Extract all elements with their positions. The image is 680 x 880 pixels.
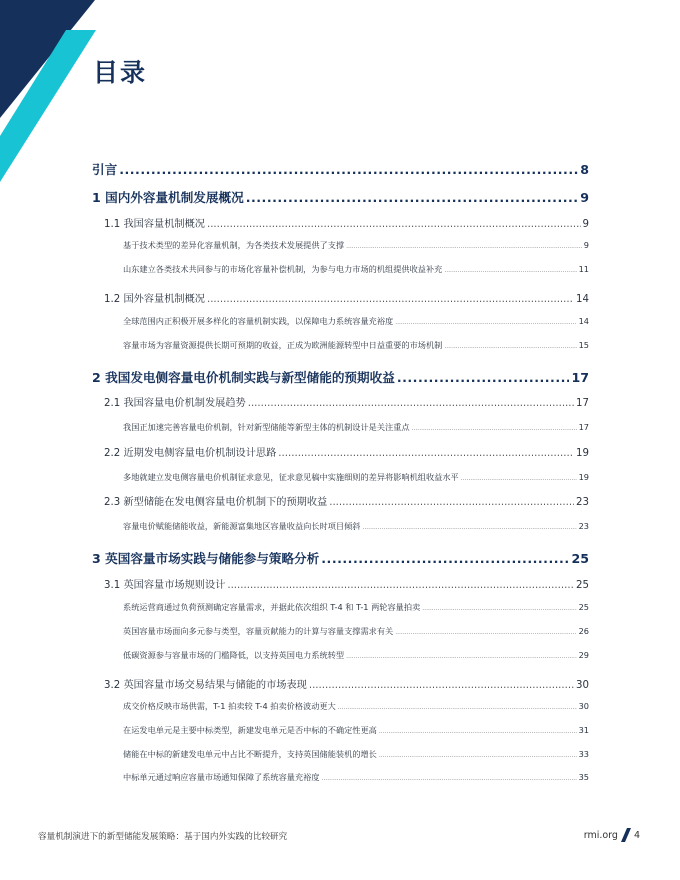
toc-entry-title: 中标单元通过响应容量市场通知保障了系统容量充裕度 xyxy=(123,772,320,782)
toc-entry-level-3[interactable] xyxy=(123,701,589,712)
toc-entry-level-3[interactable] xyxy=(123,650,589,661)
toc-entry-level-1[interactable] xyxy=(92,187,589,206)
toc-entry-level-2[interactable] xyxy=(104,290,589,305)
dot-leader xyxy=(322,775,577,782)
page-number: 4 xyxy=(633,829,640,841)
toc-entry-title: 2.1 我国容量电价机制发展趋势 xyxy=(104,398,246,409)
toc-entry-title: 3.2 英国容量市场交易结果与储能的市场表现 xyxy=(104,680,307,691)
toc-entry-title: 在运发电单元是主要中标类型，新建发电单元是否中标的不确定性更高 xyxy=(123,725,377,735)
toc-entry-page: 17 xyxy=(578,422,589,432)
dot-leader xyxy=(321,551,569,566)
dot-leader xyxy=(207,294,574,305)
page-title: 目录 xyxy=(93,58,148,87)
toc-entry-title: 我国正加速完善容量电价机制，针对新型储能等新型主体的机制设计是关注重点 xyxy=(123,422,410,432)
dot-leader xyxy=(422,605,576,612)
dot-leader xyxy=(444,267,576,274)
toc-entry-title: 成交价格反映市场供需，T-1 拍卖较 T-4 拍卖价格波动更大 xyxy=(123,701,336,711)
dot-leader xyxy=(338,704,577,711)
toc-entry-title: 多地就建立发电侧容量电价机制征求意见，征求意见稿中实施细则的差异将影响机组收益水平 xyxy=(123,472,459,482)
toc-entry-title: 2 我国发电侧容量电价机制实践与新型储能的预期收益 xyxy=(92,370,395,385)
toc-entry-title: 低碳资源参与容量市场的门槛降低，以支持英国电力系统转型 xyxy=(123,650,345,660)
toc-entry-title: 3 英国容量市场实践与储能参与策略分析 xyxy=(92,551,320,566)
dot-leader xyxy=(397,370,570,385)
toc-entry-title: 3.1 英国容量市场规则设计 xyxy=(104,580,226,591)
toc-entry-page: 33 xyxy=(578,749,589,759)
dot-leader xyxy=(412,425,577,432)
toc-entry-page: 19 xyxy=(578,472,589,482)
toc-entry-page: 30 xyxy=(578,701,589,711)
toc-entry-level-2[interactable] xyxy=(104,676,589,691)
toc-entry-level-3[interactable] xyxy=(123,422,589,433)
toc-entry-level-3[interactable] xyxy=(123,472,589,483)
dot-leader xyxy=(248,398,574,409)
toc-entry-level-3[interactable] xyxy=(123,772,589,783)
toc-entry-page: 14 xyxy=(576,294,589,305)
dot-leader xyxy=(379,752,577,759)
dot-leader xyxy=(246,190,579,205)
toc-entry-page: 26 xyxy=(578,626,589,636)
dot-leader xyxy=(444,343,576,350)
toc-entry-page: 17 xyxy=(571,370,589,385)
toc-entry-page: 19 xyxy=(576,448,589,459)
toc-entry-page: 9 xyxy=(583,240,589,250)
dot-leader xyxy=(346,243,582,250)
toc-entry-page: 17 xyxy=(576,398,589,409)
toc-entry-title: 1.2 国外容量机制概况 xyxy=(104,294,205,305)
toc-entry-level-3[interactable] xyxy=(123,725,589,736)
toc-entry-title: 1 国内外容量机制发展概况 xyxy=(92,190,244,205)
toc-entry-page: 15 xyxy=(578,340,589,350)
toc-entry-level-3[interactable] xyxy=(123,340,589,351)
site-link[interactable]: rmi.org xyxy=(583,829,618,841)
toc-entry-page: 8 xyxy=(580,162,589,177)
dot-leader xyxy=(329,497,574,508)
toc-entry-title: 英国容量市场面向多元参与类型，容量贡献能力的计算与容量支撑需求有关 xyxy=(123,626,394,636)
toc-entry-title: 全球范围内正积极开展多样化的容量机制实践，以保障电力系统容量充裕度 xyxy=(123,316,394,326)
toc-entry-level-3[interactable] xyxy=(123,240,589,251)
toc-entry-page: 23 xyxy=(576,497,589,508)
dot-leader xyxy=(309,680,574,691)
toc-entry-level-2[interactable] xyxy=(104,576,589,591)
dot-leader xyxy=(227,580,574,591)
toc-entry-level-2[interactable] xyxy=(104,493,589,508)
footer-report-title: 容量机制演进下的新型储能发展策略：基于国内外实践的比较研究 xyxy=(38,832,288,842)
toc-entry-level-3[interactable] xyxy=(123,749,589,760)
toc-entry-level-3[interactable] xyxy=(123,264,589,275)
dot-leader xyxy=(119,162,578,177)
toc-entry-page: 23 xyxy=(578,521,589,531)
toc-entry-level-1[interactable] xyxy=(92,367,589,386)
dot-leader xyxy=(207,219,581,230)
toc-entry-page: 25 xyxy=(571,551,589,566)
toc-entry-page: 14 xyxy=(578,316,589,326)
dot-leader xyxy=(379,728,577,735)
toc-entry-page: 31 xyxy=(578,725,589,735)
toc-entry-page: 25 xyxy=(576,580,589,591)
toc-entry-level-1[interactable] xyxy=(92,159,589,178)
toc-entry-page: 29 xyxy=(578,650,589,660)
footer-page-info xyxy=(584,828,640,842)
toc-entry-page: 9 xyxy=(580,190,589,205)
dot-leader xyxy=(461,475,577,482)
toc-entry-level-2[interactable] xyxy=(104,444,589,459)
dot-leader xyxy=(395,629,576,636)
toc-entry-page: 35 xyxy=(578,772,589,782)
toc-entry-title: 储能在中标的新建发电单元中占比不断提升，支持英国储能装机的增长 xyxy=(123,749,377,759)
toc-entry-level-2[interactable] xyxy=(104,394,589,409)
toc-entry-level-2[interactable] xyxy=(104,215,589,230)
toc-entry-page: 11 xyxy=(578,264,589,274)
toc-entry-title: 基于技术类型的差异化容量机制，为各类技术发展提供了支撑 xyxy=(123,240,345,250)
toc-entry-title: 山东建立各类技术共同参与的市场化容量补偿机制，为参与电力市场的机组提供收益补充 xyxy=(123,264,443,274)
toc-entry-page: 25 xyxy=(578,602,589,612)
dot-leader xyxy=(346,653,577,660)
toc-entry-level-3[interactable] xyxy=(123,602,589,613)
toc-entry-title: 系统运营商通过负荷预测确定容量需求，并据此依次组织 T-4 和 T-1 两轮容量拍卖 xyxy=(123,602,421,612)
slash-icon xyxy=(621,828,631,842)
toc-entry-level-3[interactable] xyxy=(123,316,589,327)
toc-entry-title: 引言 xyxy=(92,162,118,177)
toc-entry-title: 容量市场为容量资源提供长期可预期的收益，正成为欧洲能源转型中日益重要的市场机制 xyxy=(123,340,443,350)
toc-entry-page: 9 xyxy=(582,219,589,230)
dot-leader xyxy=(362,524,576,531)
toc-entry-level-3[interactable] xyxy=(123,626,589,637)
toc-entry-title: 2.2 近期发电侧容量电价机制设计思路 xyxy=(104,448,277,459)
dot-leader xyxy=(278,448,574,459)
toc-entry-title: 1.1 我国容量机制概况 xyxy=(104,219,205,230)
toc-entry-title: 容量电价赋能储能收益，新能源富集地区容量收益向长时项目倾斜 xyxy=(123,521,361,531)
dot-leader xyxy=(395,319,576,326)
toc-entry-page: 30 xyxy=(576,680,589,691)
toc-entry-title: 2.3 新型储能在发电侧容量电价机制下的预期收益 xyxy=(104,497,328,508)
toc-entry-level-3[interactable] xyxy=(123,521,589,532)
toc-entry-level-1[interactable] xyxy=(92,548,589,567)
